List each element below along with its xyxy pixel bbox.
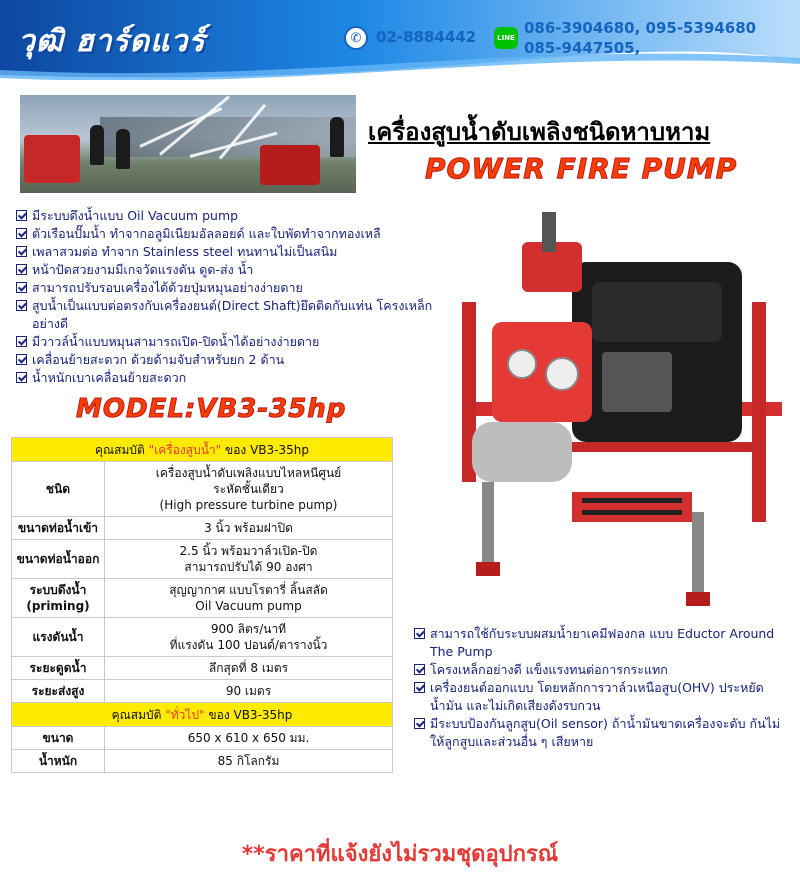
- spec-row: [12, 579, 393, 618]
- spec-value: 650 x 610 x 650 มม.: [105, 727, 393, 750]
- feature-text: มีระบบดึงน้ำแบบ Oil Vacuum pump: [32, 208, 239, 223]
- spec-label: ขนาด: [12, 727, 105, 750]
- spec-row: [12, 618, 393, 657]
- model-label: MODEL:VB3-35hp: [76, 394, 347, 424]
- spec-label: ระยะส่งสูง: [12, 680, 105, 703]
- feature-text: เคลื่อนย้ายสะดวก ด้วยด้ามจับสำหรับยก 2 ด้าน: [32, 352, 285, 367]
- spec-row: [12, 517, 393, 540]
- spec-label: ขนาดท่อน้ำเข้า: [12, 517, 105, 540]
- spec-value: 2.5 นิ้ว พร้อมวาล์วเปิด-ปิด สามารถปรับได้ 90 องศา: [105, 540, 393, 579]
- spec-table: [11, 437, 393, 773]
- feature-item-right: [414, 715, 794, 751]
- spec-row: [12, 657, 393, 680]
- spec-label: ชนิด: [12, 462, 105, 517]
- product-title-english: POWER FIRE PUMP: [425, 152, 738, 185]
- feature-item: [16, 243, 446, 261]
- feature-item: [16, 297, 446, 333]
- spec-value: 3 นิ้ว พร้อมฝาปิด: [105, 517, 393, 540]
- firefighter-demo-photo: [20, 95, 356, 193]
- checkbox-icon: [414, 718, 425, 729]
- checkbox-icon: [414, 664, 425, 675]
- checkbox-icon: [414, 682, 425, 693]
- feature-text: หน้าปัดสวยงามมีเกจวัดแรงดัน ดูด-ส่ง น้ำ: [32, 262, 254, 277]
- feature-text: สูบน้ำเป็นแบบต่อตรงกับเครื่องยนต์(Direct Shaft)ยึดติดกับแท่น โครงเหล็กอย่างดี: [32, 298, 433, 331]
- product-title-thai: เครื่องสูบน้ำดับเพลิงชนิดหาบหาม: [368, 118, 711, 146]
- spec-value: 900 ลิตร/นาที ที่แรงดัน 100 ปอนด์/ตารางนิ้ว: [105, 618, 393, 657]
- spec-row: [12, 727, 393, 750]
- feature-text: มีระบบป้องกันลูกสูบ(Oil sensor) ถ้าน้ำมันขาดเครื่องจะดับ กันไม่ให้ลูกสูบและส่วนอื่น ๆ เสียหาย: [430, 716, 781, 749]
- feature-text: เพลาสวมต่อ ทำจาก Stainless steel ทนทานไม่เป็นสนิม: [32, 244, 338, 259]
- feature-text: สามารถปรับรอบเครื่องได้ด้วยปุ่มหมุนอย่างง่ายดาย: [32, 280, 303, 295]
- mobile-line-2: 085-9447505,: [524, 39, 641, 57]
- checkbox-icon: [16, 210, 27, 221]
- spec-value: 85 กิโลกรัม: [105, 750, 393, 773]
- feature-item: [16, 351, 446, 369]
- checkbox-icon: [16, 354, 27, 365]
- feature-list: [16, 207, 446, 387]
- phone-icon: ✆: [344, 26, 368, 50]
- spec-value: 90 เมตร: [105, 680, 393, 703]
- checkbox-icon: [16, 228, 27, 239]
- feature-list-right: [414, 625, 794, 751]
- line-icon: LINE: [494, 27, 518, 49]
- feature-item: [16, 279, 446, 297]
- spec-row: [12, 540, 393, 579]
- feature-item: [16, 207, 446, 225]
- spec-label: น้ำหนัก: [12, 750, 105, 773]
- spec-label: ขนาดท่อน้ำออก: [12, 540, 105, 579]
- fire-pump-image: [452, 192, 782, 622]
- mobile-line-1: 086-3904680, 095-5394680: [524, 19, 757, 37]
- checkbox-icon: [16, 246, 27, 257]
- feature-text: โครงเหล็กอย่างดี แข็งแรงทนต่อการกระแทก: [430, 662, 668, 677]
- checkbox-icon: [16, 336, 27, 347]
- feature-item: [16, 369, 446, 387]
- checkbox-icon: [414, 628, 425, 639]
- checkbox-icon: [16, 264, 27, 275]
- spec-row: [12, 680, 393, 703]
- spec-value: สุญญากาศ แบบโรตารี่ ลิ้นสลัด Oil Vacuum pump: [105, 579, 393, 618]
- spec-label: แรงดันน้ำ: [12, 618, 105, 657]
- spec-label: ระยะดูดน้ำ: [12, 657, 105, 680]
- feature-text: เครื่องยนต์ออกแบบ โดยหลักการวาล์วเหนือสูบ(OHV) ประหยัดน้ำมัน และไม่เกิดเสียงดังรบกวน: [430, 680, 764, 713]
- checkbox-icon: [16, 282, 27, 293]
- spec-general-header: คุณสมบัติ "ทั่วไป" ของ VB3-35hp: [12, 703, 393, 727]
- checkbox-icon: [16, 300, 27, 311]
- feature-text: ตัวเรือนปั๊มน้ำ ทำจากอลูมิเนียมอัลลอยด์ และใบพัดทำจากทองเหลื: [32, 226, 381, 241]
- phone-number[interactable]: 02-8884442: [376, 28, 477, 46]
- spec-label: ระบบดึงน้ำ (priming): [12, 579, 105, 618]
- feature-item-right: [414, 661, 794, 679]
- feature-item: [16, 261, 446, 279]
- mobile-numbers[interactable]: [524, 18, 756, 58]
- header-banner: [0, 0, 800, 80]
- feature-text: สามารถใช้กับระบบผสมน้ำยาเคมีฟองกล แบบ Eductor Around The Pump: [430, 626, 775, 659]
- spec-row: [12, 750, 393, 773]
- price-note: **ราคาที่แจ้งยังไม่รวมชุดอุปกรณ์: [241, 842, 559, 867]
- spec-value: เครื่องสูบน้ำดับเพลิงแบบไหลหนีศูนย์ ระหัดชั้นเดียว (High pressure turbine pump): [105, 462, 393, 517]
- feature-item: [16, 333, 446, 351]
- feature-text: น้ำหนักเบาเคลื่อนย้ายสะดวก: [32, 370, 187, 385]
- feature-item-right: [414, 679, 794, 715]
- feature-text: มีวาวล์น้ำแบบหมุนสามารถเปิด-ปิดน้ำได้อย่างง่ายดาย: [32, 334, 320, 349]
- checkbox-icon: [16, 372, 27, 383]
- brand-name: วุฒิ ฮาร์ดแวร์: [18, 24, 206, 59]
- spec-pump-header: คุณสมบัติ "เครื่องสูบน้ำ" ของ VB3-35hp: [12, 438, 393, 462]
- feature-item: [16, 225, 446, 243]
- spec-row: [12, 462, 393, 517]
- spec-value: ลึกสุดที่ 8 เมตร: [105, 657, 393, 680]
- feature-item-right: [414, 625, 794, 661]
